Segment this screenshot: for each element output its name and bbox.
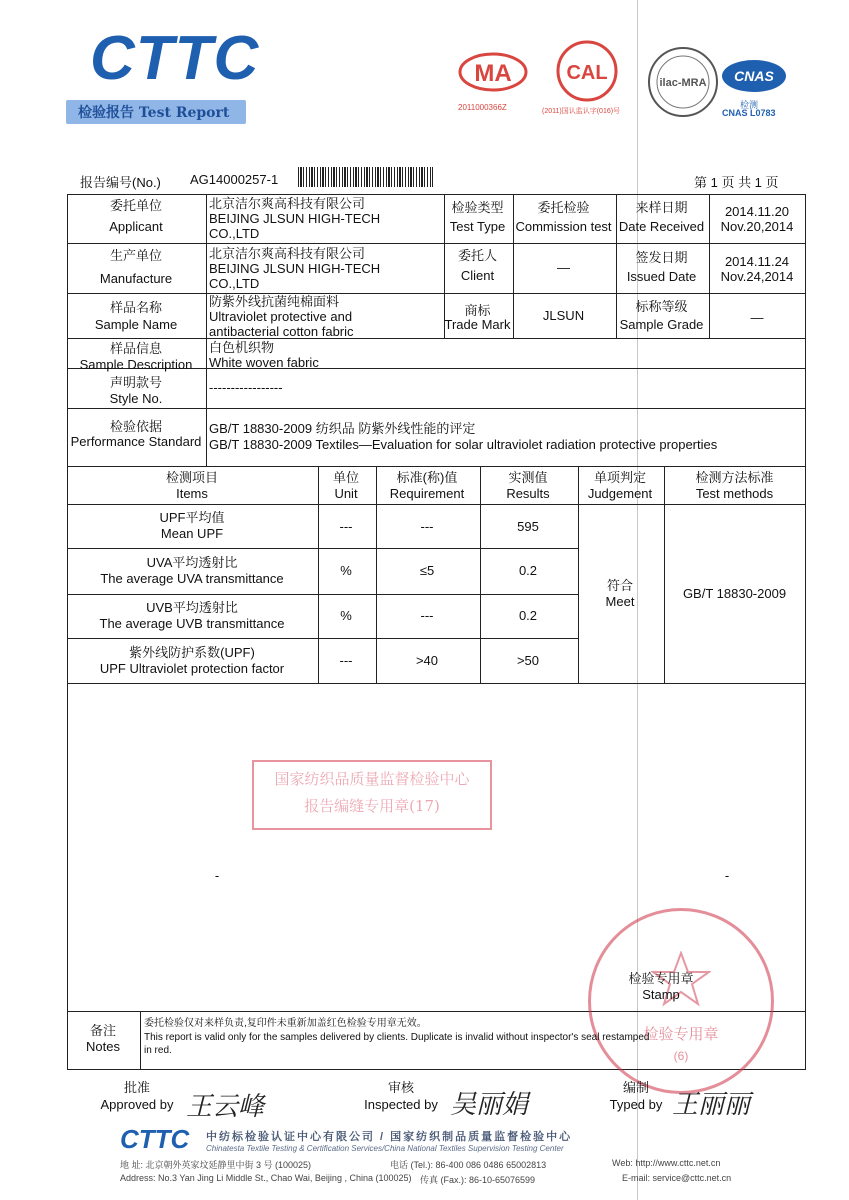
row1-requirement: --- xyxy=(420,519,434,534)
footer-email: E-mail: service@cttc.net.cn xyxy=(622,1173,732,1183)
typed-signature: 王丽丽 xyxy=(672,1090,751,1120)
date-received-label-cn: 来样日期 xyxy=(635,200,688,215)
row1-item-en: Mean UPF xyxy=(160,526,224,541)
typed-label-cn: 编制 xyxy=(622,1080,649,1095)
row3-requirement: --- xyxy=(420,608,434,623)
inspected-label-cn: 审核 xyxy=(387,1080,414,1095)
approved-label-en: Approved by xyxy=(100,1097,174,1112)
style-no-label-cn: 声明款号 xyxy=(109,375,162,390)
sample-desc-label-en: Sample Description xyxy=(79,357,193,372)
col-methods-cn: 检测方法标准 xyxy=(695,470,774,485)
manufacture-label-cn: 生产单位 xyxy=(109,248,162,263)
issued-date-value-2: Nov.24,2014 xyxy=(720,269,794,284)
commission-en: Commission test xyxy=(515,219,612,234)
date-received-value-2: Nov.20,2014 xyxy=(720,219,794,234)
sample-desc-value-cn: 白色机织物 xyxy=(209,340,275,355)
cnas-logo-icon xyxy=(720,56,788,96)
row1-result: 595 xyxy=(517,519,539,534)
sample-desc-label-cn: 样品信息 xyxy=(109,341,162,356)
row2-requirement: ≤5 xyxy=(419,563,435,578)
test-method-value: GB/T 18830-2009 xyxy=(682,586,787,601)
issued-date-label-cn: 签发日期 xyxy=(635,250,688,265)
commission-cn: 委托检验 xyxy=(537,200,590,215)
sample-name-value-cn: 防紫外线抗菌纯棉面料 xyxy=(209,294,340,309)
notes-cn: 委托检验仅对来样负责,复印件未重新加盖红色检验专用章无效。 xyxy=(144,1018,427,1029)
row2-item-cn: UVA平均透射比 xyxy=(146,555,238,570)
client-label-en: Client xyxy=(460,268,495,283)
client-value: — xyxy=(557,260,570,275)
blank-mark-left: - xyxy=(214,868,220,883)
stamp-label-en: Stamp xyxy=(642,987,680,1002)
manufacture-value-cn: 北京洁尔爽高科技有限公司 xyxy=(209,246,366,261)
col-judgement-en: Judgement xyxy=(587,486,653,501)
cnas-cn-label: 检测 xyxy=(740,100,759,110)
row1-unit: --- xyxy=(339,519,353,534)
inspected-label-en: Inspected by xyxy=(364,1097,438,1112)
cal-logo-icon xyxy=(552,40,622,102)
standard-value-2: GB/T 18830-2009 Textiles—Evaluation for solar ultraviolet radiation protective properties xyxy=(209,437,718,452)
trade-mark-label-en: Trade Mark xyxy=(444,317,511,332)
seal-text-1: 国家纺织品质量监督检验中心 xyxy=(274,770,470,788)
trade-mark-value: JLSUN xyxy=(542,308,585,323)
row4-item-en: UPF Ultraviolet protection factor xyxy=(99,661,285,676)
cma-number: 2011000366Z xyxy=(458,103,507,112)
style-no-value: ----------------- xyxy=(209,380,283,395)
col-unit-cn: 单位 xyxy=(332,470,359,485)
row4-result: >50 xyxy=(516,653,540,668)
date-received-label-en: Date Received xyxy=(618,219,705,234)
col-items-cn: 检测项目 xyxy=(165,470,218,485)
judgement-cn: 符合 xyxy=(606,578,633,593)
test-type-label-en: Test Type xyxy=(449,219,506,234)
approved-signature: 王云峰 xyxy=(186,1092,265,1122)
row1-item-cn: UPF平均值 xyxy=(159,510,225,525)
cma-logo-text: MA xyxy=(474,60,512,87)
footer-tel: 电话 (Tel.): 86-400 086 0486 65002813 xyxy=(390,1160,547,1170)
row4-item-cn: 紫外线防护系数(UPF) xyxy=(129,645,255,660)
sample-name-value-en1: Ultraviolet protective and xyxy=(209,309,353,324)
sample-grade-label-en: Sample Grade xyxy=(619,317,704,332)
col-results-en: Results xyxy=(506,486,550,501)
sample-grade-label-cn: 标称等级 xyxy=(635,299,688,314)
col-results-cn: 实测值 xyxy=(508,470,548,485)
blank-mark-right: - xyxy=(724,868,730,883)
report-seal-stamp xyxy=(252,760,492,830)
applicant-value-en2: CO.,LTD xyxy=(209,226,260,241)
standard-value-1: GB/T 18830-2009 纺织品 防紫外线性能的评定 xyxy=(209,421,476,436)
footer-cttc-logo: CTTC xyxy=(120,1124,190,1154)
approved-label-cn: 批准 xyxy=(123,1080,150,1095)
col-requirement-en: Requirement xyxy=(389,486,465,501)
typed-label-en: Typed by xyxy=(609,1097,663,1112)
test-type-label-cn: 检验类型 xyxy=(451,200,504,215)
cnas-logo-text: CNAS xyxy=(734,68,774,84)
applicant-value-cn: 北京洁尔爽高科技有限公司 xyxy=(209,196,366,211)
footer-address-en: Address: No.3 Yan Jing Li Middle St., Chao Wai, Beijing , China (100025) xyxy=(120,1173,412,1183)
col-judgement-cn: 单项判定 xyxy=(593,470,646,485)
footer-fax: 传真 (Fax.): 86-10-65076599 xyxy=(420,1175,536,1185)
sample-grade-value: — xyxy=(750,310,764,325)
issued-date-label-en: Issued Date xyxy=(626,269,697,284)
col-requirement-cn: 标准(称)值 xyxy=(396,470,458,485)
report-subtitle: 检验报告 Test Report xyxy=(78,105,230,121)
date-received-value-1: 2014.11.20 xyxy=(724,204,790,219)
report-no-label: 报告编号(No.) xyxy=(80,175,161,190)
issued-date-value-1: 2014.11.24 xyxy=(724,254,790,269)
notes-label-cn: 备注 xyxy=(89,1023,116,1038)
style-no-label-en: Style No. xyxy=(109,391,163,406)
sample-name-value-en2: antibacterial cotton fabric xyxy=(209,324,354,339)
cttc-logo: CTTC xyxy=(90,24,260,93)
footer-address-cn: 地 址: 北京朝外英家坟延静里中街 3 号 (100025) xyxy=(120,1160,312,1170)
stamp-label-cn: 检验专用章 xyxy=(628,971,694,986)
row3-item-en: The average UVB transmittance xyxy=(99,616,285,631)
row2-result: 0.2 xyxy=(518,563,538,578)
row4-unit: --- xyxy=(339,653,353,668)
client-label-cn: 委托人 xyxy=(457,248,497,263)
ilac-logo-text: ilac-MRA xyxy=(659,77,707,89)
footer-org-en: Chinatesta Textile Testing & Certification Services/China National Textiles Supervision Testing Center xyxy=(206,1144,564,1153)
applicant-label-cn: 委托单位 xyxy=(109,198,162,213)
footer-web: Web: http://www.cttc.net.cn xyxy=(612,1158,721,1168)
row3-unit: % xyxy=(340,608,352,623)
notes-en-2: in red. xyxy=(144,1045,172,1056)
row4-requirement: >40 xyxy=(415,653,439,668)
cma-logo-icon xyxy=(458,52,528,96)
sample-name-label-en: Sample Name xyxy=(94,317,178,332)
notes-en-1: This report is valid only for the samples delivered by clients. Duplicate is invalid without inspector's seal restamped xyxy=(144,1032,650,1043)
row3-result: 0.2 xyxy=(518,608,538,623)
cal-logo-text: CAL xyxy=(566,62,608,84)
standard-label-cn: 检验依据 xyxy=(109,419,162,434)
footer-org-cn: 中纺标检验认证中心有限公司 / 国家纺织制品质量监督检验中心 xyxy=(206,1131,573,1143)
seal-text-2: 报告编缝专用章(17) xyxy=(304,797,440,815)
trade-mark-label-cn: 商标 xyxy=(464,303,491,318)
judgement-en: Meet xyxy=(605,594,635,609)
report-no-value: AG14000257-1 xyxy=(190,172,279,187)
row2-item-en: The average UVA transmittance xyxy=(100,571,284,586)
standard-label-en: Performance Standard xyxy=(70,434,202,449)
col-unit-en: Unit xyxy=(334,486,358,501)
ilac-mra-logo-icon xyxy=(646,46,720,118)
circle-stamp-text: 检验专用章 xyxy=(643,1025,719,1043)
manufacture-value-en1: BEIJING JLSUN HIGH-TECH xyxy=(209,261,381,276)
page-indicator: 第 1 页 共 1 页 xyxy=(694,175,779,190)
col-methods-en: Test methods xyxy=(695,486,774,501)
notes-label-en: Notes xyxy=(86,1039,120,1054)
col-items-en: Items xyxy=(176,486,208,501)
applicant-label-en: Applicant xyxy=(109,219,163,234)
applicant-value-en1: BEIJING JLSUN HIGH-TECH xyxy=(209,211,381,226)
manufacture-label-en: Manufacture xyxy=(99,271,173,286)
cal-number: (2011)国认监认字(016)号 xyxy=(542,108,621,115)
cnas-number: CNAS L0783 xyxy=(722,108,776,118)
sample-desc-value-en: White woven fabric xyxy=(209,355,319,370)
manufacture-value-en2: CO.,LTD xyxy=(209,276,260,291)
row2-unit: % xyxy=(340,563,352,578)
report-barcode xyxy=(298,167,433,187)
row3-item-cn: UVB平均透射比 xyxy=(146,600,238,615)
circle-stamp-no: (6) xyxy=(673,1049,689,1063)
inspected-signature: 吴丽娟 xyxy=(450,1090,529,1120)
sample-name-label-cn: 样品名称 xyxy=(109,300,162,315)
